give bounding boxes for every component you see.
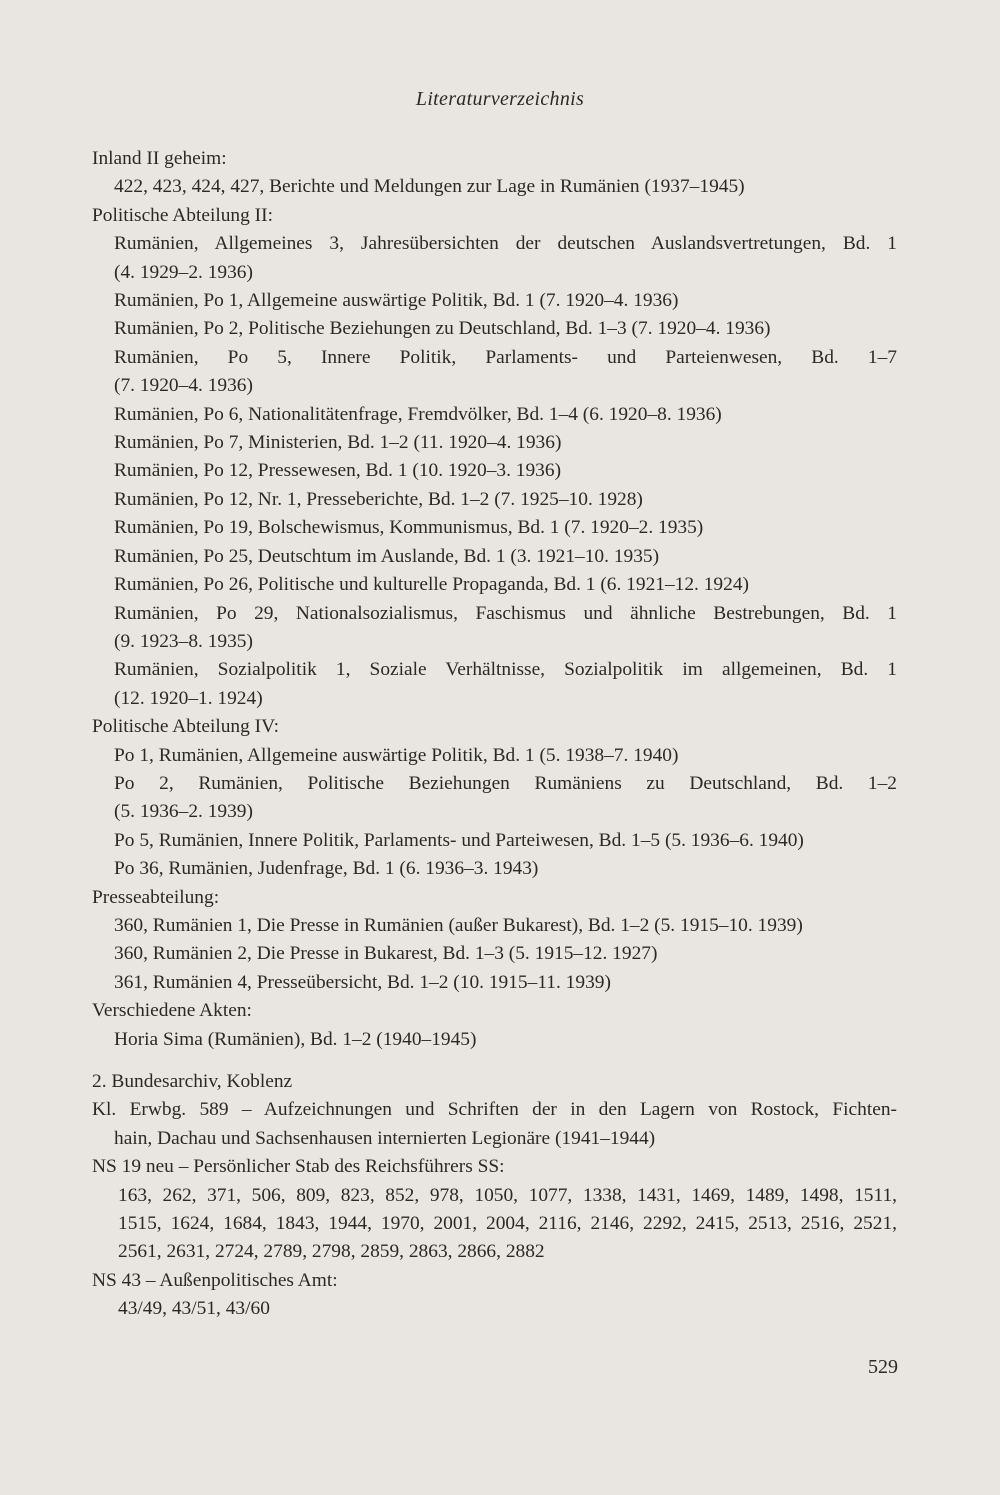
spacer [92, 1054, 897, 1068]
list-item-continuation: (9. 1923–8. 1935) [114, 630, 253, 652]
list-item: 422, 423, 424, 427, Berichte und Meldungen zur Lage in Rumänien (1937–1945) [114, 176, 745, 198]
section-heading: Politische Abteilung IV: [92, 716, 280, 738]
list-item: Rumänien, Po 19, Bolschewismus, Kommunismus, Bd. 1 (7. 1920–2. 1935) [114, 517, 704, 539]
list-item: Rumänien, Po 7, Ministerien, Bd. 1–2 (11. 1920–4. 1936) [114, 432, 562, 454]
list-item: Rumänien, Po 25, Deutschtum im Auslande, Bd. 1 (3. 1921–10. 1935) [114, 545, 660, 567]
bibliography-list [92, 145, 897, 1324]
list-item: Rumänien, Po 2, Politische Beziehungen zu Deutschland, Bd. 1–3 (7. 1920–4. 1936) [114, 318, 771, 340]
section-heading: Presseabteilung: [92, 886, 220, 908]
section-heading: Inland II geheim: [92, 148, 227, 169]
list-item-continuation: (12. 1920–1. 1924) [114, 687, 263, 709]
list-item: Rumänien, Po 5, Innere Politik, Parlaments- und Parteienwesen, Bd. 1–7 [114, 346, 897, 368]
list-item-continuation: (5. 1936–2. 1939) [114, 801, 253, 823]
page-number: 529 [868, 1356, 898, 1378]
list-item: Horia Sima (Rumänien), Bd. 1–2 (1940–1945) [114, 1028, 477, 1050]
list-item: Rumänien, Allgemeines 3, Jahresübersichten der deutschen Auslandsvertretungen, Bd. 1 [114, 233, 897, 255]
list-item-continuation: (4. 1929–2. 1936) [114, 261, 253, 283]
section-heading: Verschiedene Akten: [92, 1000, 252, 1022]
section-heading: NS 19 neu – Persönlicher Stab des Reichsführers SS: [92, 1156, 505, 1178]
list-item: 43/49, 43/51, 43/60 [118, 1298, 270, 1320]
list-item: 2561, 2631, 2724, 2789, 2798, 2859, 2863, 2866, 2882 [118, 1241, 545, 1263]
list-item: 163, 262, 371, 506, 809, 823, 852, 978, 1050, 1077, 1338, 1431, 1469, 1489, 1498, 1511, [118, 1184, 897, 1206]
list-item-continuation: hain, Dachau und Sachsenhausen internierten Legionäre (1941–1944) [114, 1127, 656, 1149]
list-item: Po 5, Rumänien, Innere Politik, Parlaments- und Parteiwesen, Bd. 1–5 (5. 1936–6. 1940) [114, 829, 804, 851]
list-item: Rumänien, Po 12, Pressewesen, Bd. 1 (10. 1920–3. 1936) [114, 460, 562, 482]
list-item: Rumänien, Po 1, Allgemeine auswärtige Politik, Bd. 1 (7. 1920–4. 1936) [114, 290, 679, 312]
list-item: 360, Rumänien 1, Die Presse in Rumänien (außer Bukarest), Bd. 1–2 (5. 1915–10. 1939) [114, 914, 803, 936]
list-item: 1515, 1624, 1684, 1843, 1944, 1970, 2001, 2004, 2116, 2146, 2292, 2415, 2513, 2516, 2521, [118, 1213, 897, 1235]
list-item: Kl. Erwbg. 589 – Aufzeichnungen und Schriften der in den Lagern von Rostock, Fichten- [92, 1099, 897, 1121]
list-item: Po 36, Rumänien, Judenfrage, Bd. 1 (6. 1936–3. 1943) [114, 858, 539, 880]
list-item: Rumänien, Sozialpolitik 1, Soziale Verhältnisse, Sozialpolitik im allgemeinen, Bd. 1 [114, 659, 897, 681]
archive-heading: 2. Bundesarchiv, Koblenz [92, 1071, 293, 1092]
list-item: Rumänien, Po 6, Nationalitätenfrage, Fremdvölker, Bd. 1–4 (6. 1920–8. 1936) [114, 403, 722, 425]
list-item: 360, Rumänien 2, Die Presse in Bukarest, Bd. 1–3 (5. 1915–12. 1927) [114, 943, 658, 965]
section-heading: Politische Abteilung II: [92, 204, 273, 226]
list-item: Po 1, Rumänien, Allgemeine auswärtige Politik, Bd. 1 (5. 1938–7. 1940) [114, 744, 679, 766]
list-item: Rumänien, Po 29, Nationalsozialismus, Faschismus und ähnliche Bestrebungen, Bd. 1 [114, 602, 897, 624]
list-item: Po 2, Rumänien, Politische Beziehungen Rumäniens zu Deutschland, Bd. 1–2 [114, 772, 897, 794]
list-item-continuation: (7. 1920–4. 1936) [114, 375, 253, 397]
section-heading: NS 43 – Außenpolitisches Amt: [92, 1269, 338, 1291]
list-item: 361, Rumänien 4, Presseübersicht, Bd. 1–2 (10. 1915–11. 1939) [114, 971, 611, 993]
list-item: Rumänien, Po 26, Politische und kulturelle Propaganda, Bd. 1 (6. 1921–12. 1924) [114, 574, 749, 596]
list-item: Rumänien, Po 12, Nr. 1, Presseberichte, Bd. 1–2 (7. 1925–10. 1928) [114, 488, 643, 510]
running-header: Literaturverzeichnis [415, 88, 585, 110]
